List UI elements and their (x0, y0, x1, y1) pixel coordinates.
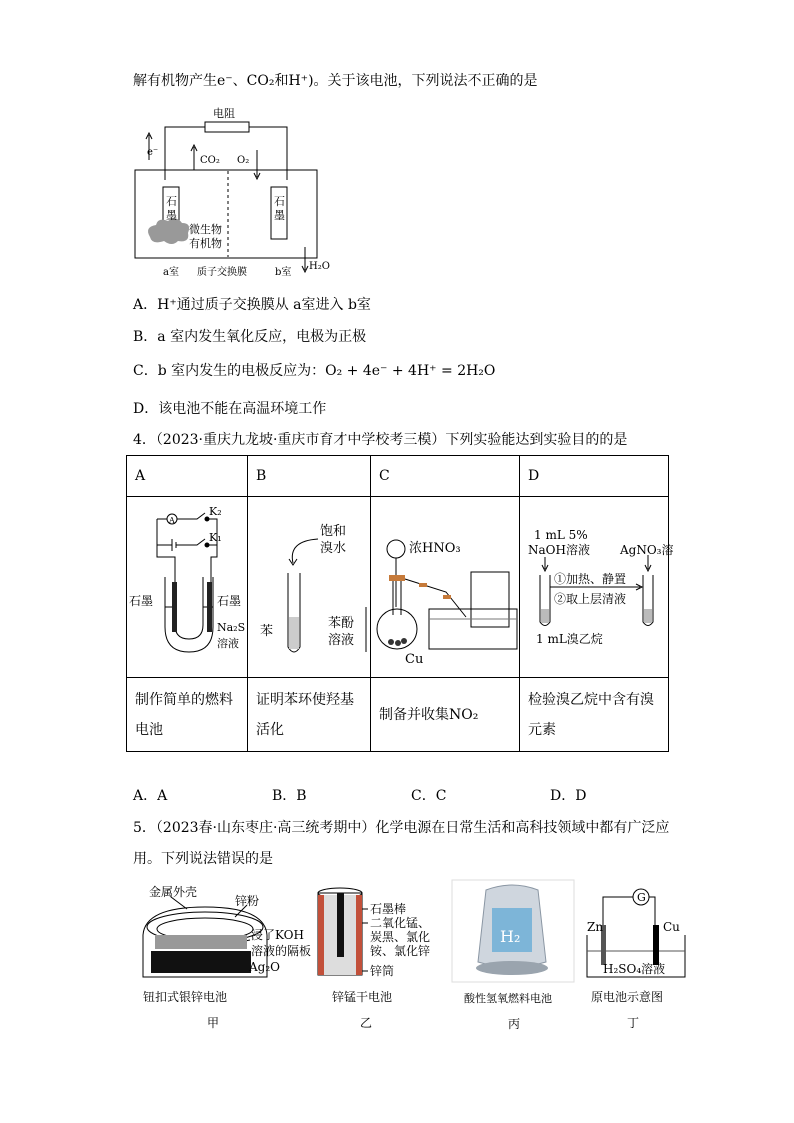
q4a-k1: K₁ (209, 531, 222, 544)
jia-shell: 金属外壳 (149, 885, 198, 899)
q3-cell-diagram (125, 105, 355, 280)
q4a-meter: A (169, 516, 175, 525)
q3-co2-label: CO₂ (200, 155, 220, 166)
q4-figure-d-cell (520, 497, 674, 678)
q4-choice-c: C．C (411, 788, 447, 804)
q4a-solution-2: 溶液 (217, 637, 239, 650)
q4-figure-c (371, 497, 519, 673)
q3-left-electrode-2: 墨 (166, 209, 177, 222)
q3-resistor-label: 电阻 (213, 107, 235, 120)
q4d-step-1: ①加热、静置 (554, 572, 627, 586)
yi-rod: 石墨棒 (370, 902, 407, 916)
jia-tag: 甲 (207, 1016, 220, 1030)
q5-figure-jia (135, 885, 312, 1030)
bing-tag: 丙 (508, 1017, 521, 1031)
q3-right-electrode-1: 石 (274, 195, 285, 208)
q3-room-a: a室 (163, 267, 179, 278)
q4-caption-d: 检验溴乙烷中含有溴元素 (520, 678, 669, 752)
yi-tag: 乙 (360, 1016, 373, 1030)
q3-option-d: D．该电池不能在高温环境工作 (133, 401, 327, 417)
q4-choice-b: B．B (272, 788, 307, 804)
q3-o2-label: O₂ (237, 155, 250, 166)
q4d-naoh-1: 1 mL 5% (534, 528, 588, 542)
jia-ag2o: Ag₂O (249, 960, 280, 974)
q4d-bromoethane: 1 mL溴乙烷 (536, 632, 603, 646)
q4-table (126, 455, 674, 752)
ding-tag: 丁 (627, 1016, 640, 1030)
q4c-acid: 浓HNO₃ (409, 541, 461, 556)
q3-electron-label: e⁻ (147, 147, 159, 158)
yi-mix-3: 铵、氯化锌 (370, 944, 431, 958)
q4b-reagent-2: 溴水 (320, 541, 347, 556)
q5-figure-yi (310, 885, 460, 1030)
q3-right-electrode-2: 墨 (274, 209, 285, 222)
q4-figure-c-cell (371, 497, 520, 678)
yi-mix-2: 炭黑、氯化 (370, 930, 431, 944)
ding-g: G (637, 891, 646, 904)
q3-room-b: b室 (275, 267, 292, 278)
q4a-solution-1: Na₂S (217, 621, 246, 634)
q3-left-electrode-1: 石 (166, 195, 177, 208)
q4-figure-a (127, 497, 247, 673)
q4-header-c: C (371, 456, 520, 497)
q3-option-c: C．b 室内发生的电极反应为：O₂ + 4e⁻ + 4H⁺ = 2H₂O (133, 363, 496, 379)
yi-can: 锌筒 (370, 964, 395, 978)
q4-figure-a-cell (127, 497, 248, 678)
q3-intro: 解有机物产生e⁻、CO₂和H⁺)。关于该电池，下列说法不正确的是 (133, 73, 538, 89)
q4-header-b: B (248, 456, 371, 497)
q5-stem-line-1: 5．（2023春·山东枣庄·高三统考期中）化学电源在日常生活和高科技领域中都有广泛应 (133, 820, 670, 836)
q4d-agno3: AgNO₃溶 (620, 543, 674, 557)
q4-figure-b-cell (248, 497, 371, 678)
q3-h2o-label: H₂O (309, 261, 330, 272)
q4-caption-a: 制作简单的燃料电池 (127, 678, 248, 752)
q5-figure-bing (452, 880, 578, 1030)
q4-choice-a: A．A (133, 788, 168, 804)
ding-name: 原电池示意图 (591, 990, 664, 1004)
jia-separator-1: 浸了KOH (251, 928, 304, 942)
q4a-k2: K₂ (209, 505, 222, 518)
q4b-phenol-2: 溶液 (328, 633, 355, 648)
ding-solution: H₂SO₄溶液 (603, 962, 666, 976)
jia-separator-2: 溶液的隔板 (251, 944, 312, 958)
jia-zinc: 锌粉 (235, 894, 260, 908)
ding-zn: Zn (587, 920, 604, 934)
bing-name: 酸性氢氧燃料电池 (464, 992, 552, 1005)
q3-microbe-label: 微生物 (189, 223, 222, 236)
jia-name: 钮扣式银锌电池 (143, 990, 228, 1004)
q4a-right-electrode: 石墨 (217, 594, 242, 608)
q3-membrane: 质子交换膜 (197, 267, 247, 278)
q3-organic-label: 有机物 (189, 237, 222, 250)
q3-option-a: A．H⁺通过质子交换膜从 a室进入 b室 (133, 297, 371, 313)
q4d-step-2: ②取上层清液 (554, 592, 627, 606)
q4b-reagent-1: 饱和 (320, 524, 347, 539)
q4a-left-electrode: 石墨 (129, 594, 154, 608)
q4d-naoh-2: NaOH溶液 (528, 543, 590, 557)
yi-name: 锌锰干电池 (332, 990, 393, 1004)
q4b-phenol-1: 苯酚 (328, 616, 355, 631)
q3-option-b: B．a 室内发生氧化反应，电极为正极 (133, 329, 367, 345)
q4-choice-d: D．D (550, 788, 587, 804)
q4-figure-d (520, 497, 674, 673)
q4-figure-b (248, 497, 370, 673)
q4-header-d: D (520, 456, 669, 497)
q4c-cu: Cu (405, 652, 424, 667)
q5-stem-line-2: 用。下列说法错误的是 (133, 851, 273, 867)
q4b-benzene: 苯 (260, 624, 274, 639)
bing-h2: H₂ (500, 927, 521, 946)
q4-stem: 4．（2023·重庆九龙坡·重庆市育才中学校考三模）下列实验能达到实验目的的是 (133, 432, 628, 448)
ding-cu: Cu (663, 920, 680, 934)
yi-mix-1: 二氧化锰、 (370, 916, 431, 930)
q5-figure-ding (583, 885, 693, 1030)
q4-caption-c: 制备并收集NO₂ (371, 678, 520, 752)
q4-header-a: A (127, 456, 248, 497)
q4-caption-b: 证明苯环使羟基活化 (248, 678, 371, 752)
